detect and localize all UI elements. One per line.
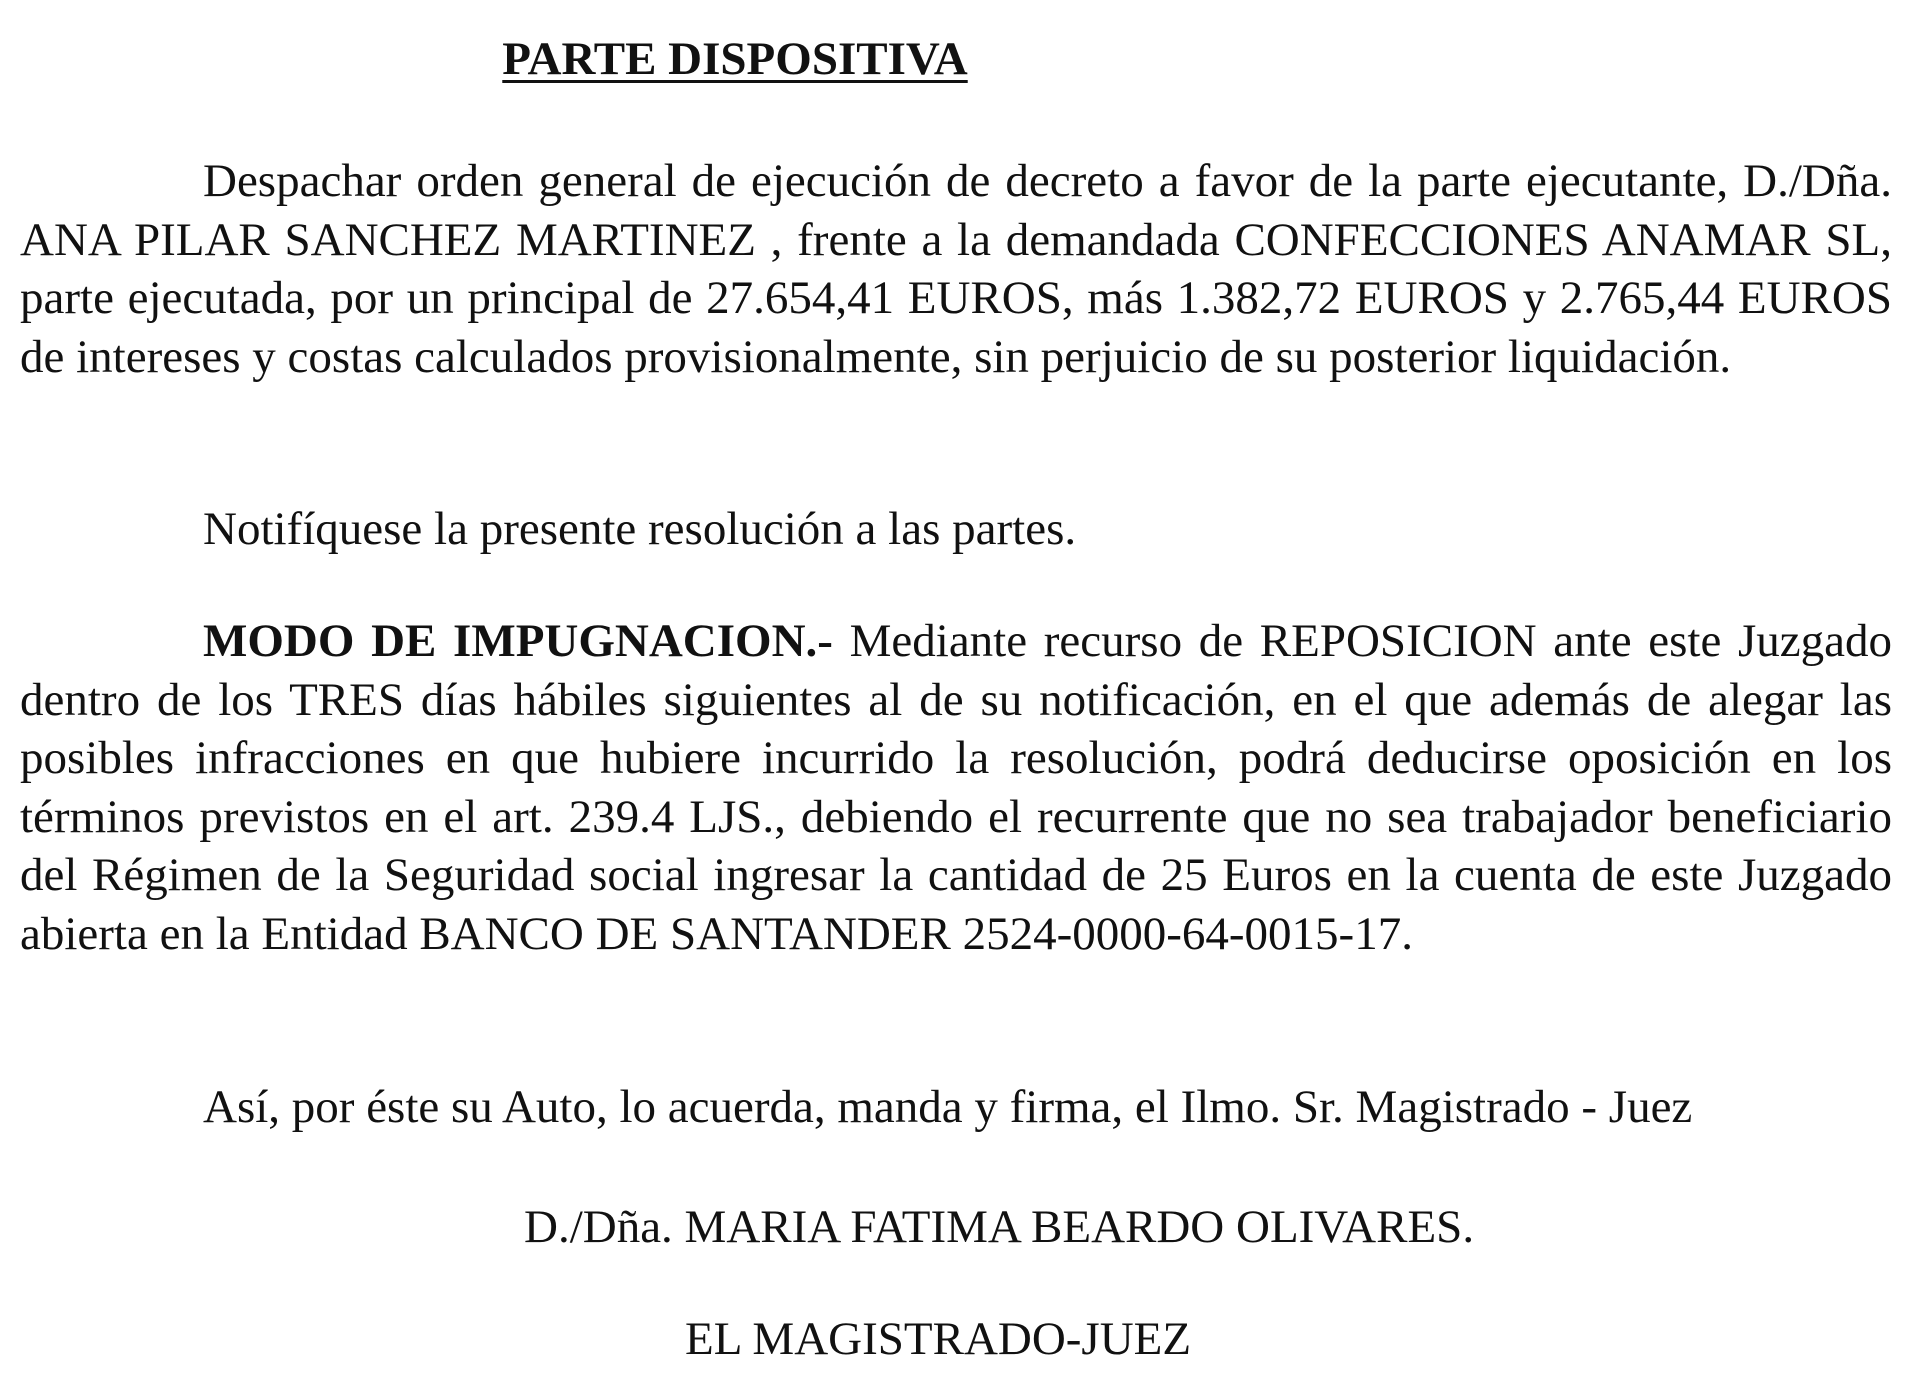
document-title: PARTE DISPOSITIVA: [502, 33, 968, 85]
appeal-method-heading: MODO DE IMPUGNACION.-: [203, 615, 833, 667]
signatory-role: EL MAGISTRADO-JUEZ: [685, 1313, 1192, 1365]
appeal-method-body: Mediante recurso de REPOSICION ante este Juzgado dentro de los TRES días hábiles siguientes al de su notificación, en el que además de alegar las posibles infracciones en que hubiere incurrido la resolución, podrá deducirse oposición en los términos previstos en el art. 239.4 LJS., debiendo el recurrente que no sea trabajador beneficiario del Régimen de la Seguridad social ingresar la cantidad de 25 Euros en la cuenta de este Juzgado abierta en la Entidad BANCO DE SANTANDER 2524-0000-64-0015-17.: [20, 615, 1892, 960]
paragraph-closing: Así, por éste su Auto, lo acuerda, manda y firma, el Ilmo. Sr. Magistrado - Juez: [203, 1081, 1693, 1133]
paragraph-execution-order: Despachar orden general de ejecución de decreto a favor de la parte ejecutante, D./Dña. ANA PILAR SANCHEZ MARTINEZ , frente a la demandada CONFECCIONES ANAMAR SL, parte ejecutada, por un principal de 27.654,41 EUROS, más 1.382,72 EUROS y 2.765,44 EUROS de intereses y costas calculados provisionalmente, sin perjuicio de su posterior liquidación.: [20, 155, 1892, 383]
signatory-name: D./Dña. MARIA FATIMA BEARDO OLIVARES.: [524, 1201, 1475, 1253]
paragraph-notification: Notifíquese la presente resolución a las partes.: [203, 503, 1077, 555]
paragraph-appeal-method: [20, 612, 1892, 963]
